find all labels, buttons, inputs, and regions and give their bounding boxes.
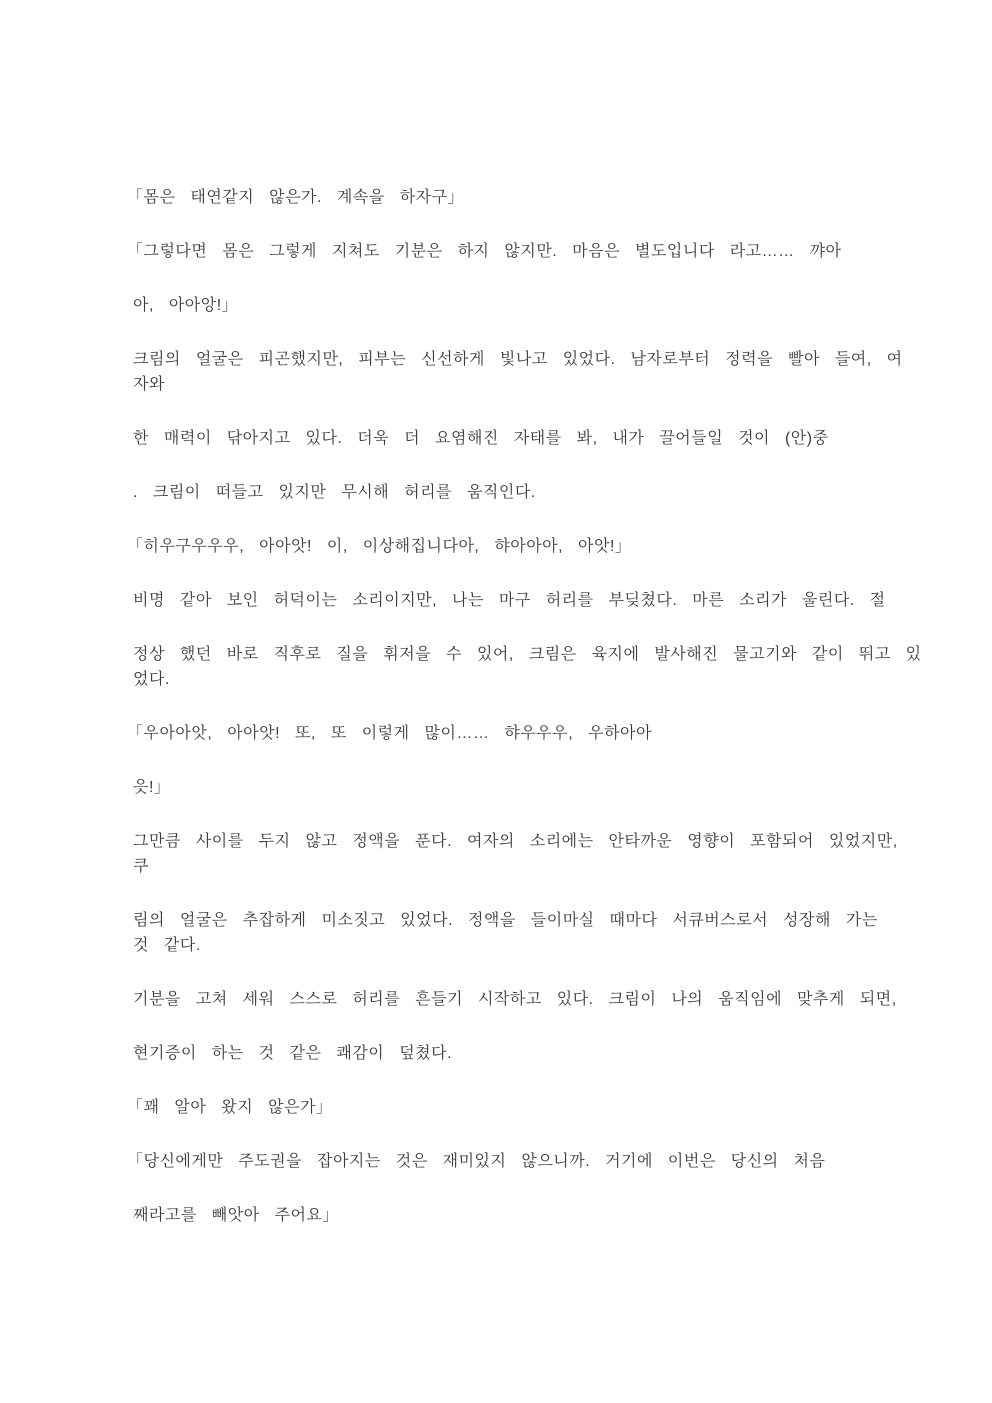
text-line: 그만큼 사이를 두지 않고 정액을 푼다. 여자의 소리에는 안타까운 영향이 포함되어 있었지만,: [133, 833, 898, 850]
text-line: 쿠: [133, 858, 149, 875]
paragraph: [133, 829, 898, 879]
paragraph: [133, 1041, 892, 1066]
text-line: 「그렇다면 몸은 그렇게 지쳐도 기분은 하지 않지만. 마음은 별도입니다 라고…… 꺄아: [127, 243, 842, 260]
text-line: 현기증이 하는 것 같은 쾌감이 덮쳤다.: [133, 1045, 453, 1062]
paragraph: [133, 775, 892, 800]
paragraph: [133, 588, 892, 613]
text-line: 림의 얼굴은 추잡하게 미소짓고 있었다. 정액을 들이마실 때마다 서큐버스로서 성장해 가는: [133, 912, 878, 929]
text-line: 「꽤 알아 왔지 않은가」: [127, 1099, 333, 1116]
paragraph: [133, 908, 892, 958]
paragraph: [133, 347, 903, 397]
text-line: 자와: [133, 376, 165, 393]
paragraph: [127, 1149, 892, 1174]
paragraph: [127, 185, 892, 210]
text-line: 「당신에게만 주도권을 잡아지는 것은 재미있지 않으니까. 거기에 이번은 당신의 처음: [127, 1153, 826, 1170]
paragraph: [133, 293, 892, 318]
paragraph: [133, 480, 892, 505]
text-line: 째라고를 빼앗아 주어요」: [133, 1207, 339, 1224]
text-line: 「히우구우우우, 아아앗! 이, 이상해집니다아, 햐아아아, 아앗!」: [127, 538, 632, 555]
paragraph: [127, 534, 892, 559]
paragraph: [133, 642, 922, 692]
text-body: [127, 185, 922, 1228]
text-line: . 크림이 떠들고 있지만 무시해 허리를 움직인다.: [133, 484, 536, 501]
text-line: 기분을 고쳐 세워 스스로 허리를 흔들기 시작하고 있다. 크림이 나의 움직임에 맞추게 되면,: [133, 991, 897, 1008]
text-line: 아, 아아앙!」: [133, 297, 239, 314]
paragraph: [133, 1203, 892, 1228]
text-line: 크림의 얼굴은 피곤했지만, 피부는 신선하게 빛나고 있었다. 남자로부터 정력을 빨아 들여, 여: [133, 351, 903, 368]
paragraph: [133, 426, 892, 451]
text-line: 정상 했던 바로 직후로 질을 휘저을 수 있어, 크림은 육지에 발사해진 물고기와 같이 뛰고 있: [133, 646, 922, 663]
text-line: 것 같다.: [133, 937, 201, 954]
text-line: 한 매력이 닦아지고 있다. 더욱 더 요염해진 자태를 봐, 내가 끌어들일 것이 (안)중: [133, 430, 829, 447]
text-line: 읏!」: [133, 779, 171, 796]
text-line: 었다.: [133, 671, 170, 688]
paragraph: [127, 239, 892, 264]
paragraph: [127, 1095, 892, 1120]
paragraph: [127, 721, 892, 746]
text-line: 「몸은 태연같지 않은가. 계속을 하자구」: [127, 189, 465, 206]
paragraph: [133, 987, 897, 1012]
text-line: 비명 같아 보인 허덕이는 소리이지만, 나는 마구 허리를 부딪쳤다. 마른 소리가 울린다. 절: [133, 592, 886, 609]
text-line: 「우아아앗, 아아앗! 또, 또 이렇게 많이…… 햐우우우, 우하아아: [127, 725, 652, 742]
